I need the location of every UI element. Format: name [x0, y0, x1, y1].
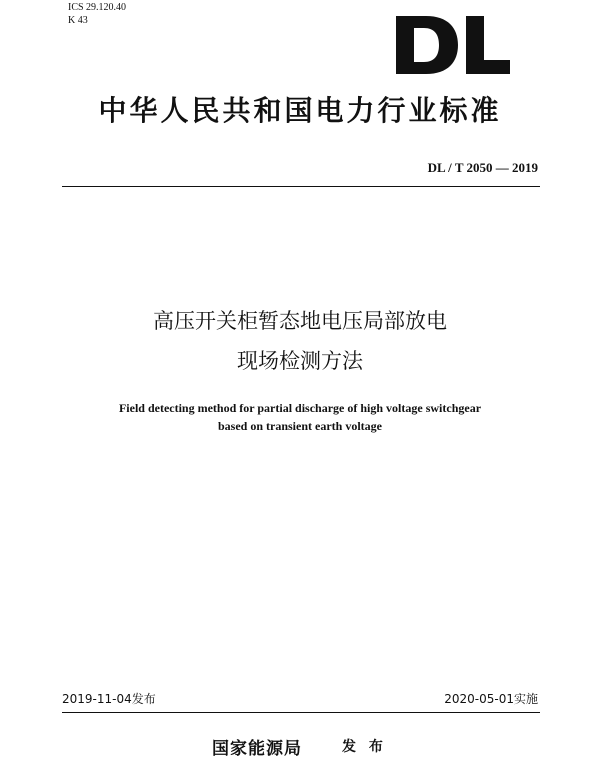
header-divider — [62, 186, 540, 187]
dl-logo — [396, 16, 510, 74]
publish-label: 发 布 — [342, 739, 387, 755]
standard-category-title: 中华人民共和国电力行业标准 — [98, 94, 502, 127]
implementation-date: 2020-05-01实施 — [444, 692, 538, 706]
dl-logo-letter-d — [396, 16, 458, 74]
english-title-line-2: based on transient earth voltage — [218, 419, 382, 433]
ccs-code: K 43 — [68, 15, 88, 26]
chinese-title-line-1: 高压开关柜暂态地电压局部放电 — [153, 309, 447, 333]
dl-logo-letter-l — [466, 16, 510, 74]
chinese-title-line-2: 现场检测方法 — [237, 349, 363, 373]
english-title-line-1: Field detecting method for partial discharge of high voltage switchgear — [118, 401, 482, 415]
standard-number: DL / T 2050 — 2019 — [427, 160, 538, 175]
issue-date: 2019-11-04发布 — [62, 692, 156, 706]
ics-code: ICS 29.120.40 — [68, 2, 127, 13]
publisher-name: 国家能源局 — [212, 739, 302, 759]
footer-divider — [62, 712, 540, 713]
